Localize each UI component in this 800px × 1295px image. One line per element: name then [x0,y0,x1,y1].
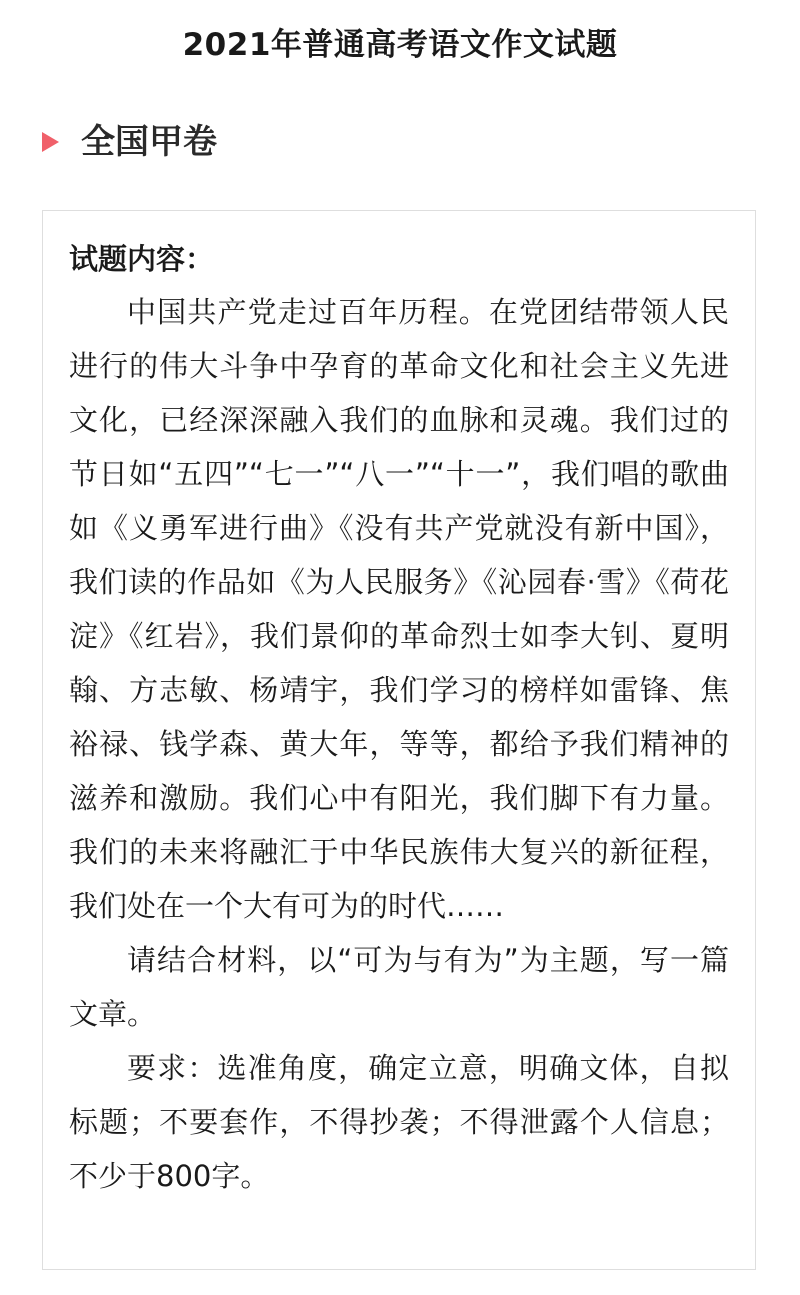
page-title: 2021年普通高考语文作文试题 [182,27,618,63]
triangle-marker-icon [42,132,59,152]
material-paragraph: 中国共产党走过百年历程。在党团结带领人民进行的伟大斗争中孕育的革命文化和社会主义先进文化，已经深深融入我们的血脉和灵魂。我们过的节日如“五四”“七一”“八一”“十一”，我们唱的歌曲如《义勇军进行曲》《没有共产党就没有新中国》，我们读的作品如《为人民服务》《沁园春·雪》《荷花淀》《红岩》，我们景仰的革命烈士如李大钊、夏明翰、方志敏、杨靖宇，我们学习的榜样如雷锋、焦裕禄、钱学森、黄大年，等等，都给予我们精神的滋养和激励。我们心中有阳光，我们脚下有力量。我们的未来将融汇于中华民族伟大复兴的新征程，我们处在一个大有可为的时代…… [69,295,729,923]
question-content-box [42,210,756,1270]
content-label: 试题内容： [69,242,215,276]
requirements-paragraph: 要求：选准角度，确定立意，明确文体，自拟标题；不要套作，不得抄袭；不得泄露个人信息；不少于800字。 [69,1051,729,1193]
task-paragraph: 请结合材料，以“可为与有为”为主题，写一篇文章。 [69,943,729,1031]
section-heading [42,116,217,168]
section-title: 全国甲卷 [81,122,217,162]
